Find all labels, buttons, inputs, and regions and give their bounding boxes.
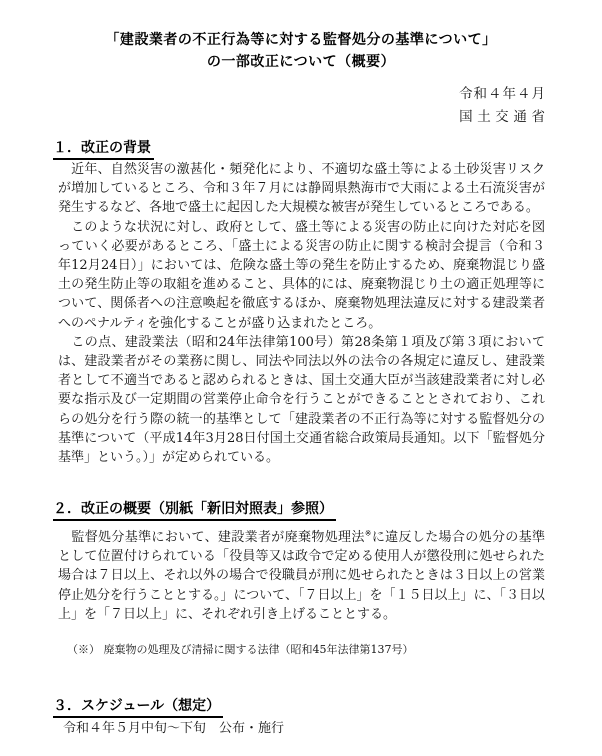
section3-heading (53, 698, 223, 718)
reference-mark-superscript: ※ (364, 529, 372, 538)
section2-paragraph (58, 524, 545, 624)
section2-body (58, 524, 545, 624)
section1-heading (53, 140, 154, 160)
section1-paragraph2: このような状況に対し、政府として、盛土等による災害の防止に向けた対応を図っていく必要があるところ、「盛土による災害の防止に関する検討会提言（令和３年12月24日）」においては、危険な盛土等の発生を防止するため、廃棄物混じり盛土の発生防止等の取組を進めること、具体的には、廃棄物混じり土の適正処理等について、関係者への注意喚起を徹底するほか、廃棄物処理法違反に対する建設業者へのペナルティを強化することが盛り込まれたところ。 (58, 219, 545, 331)
section2-paragraph-start: 監督処分基準において、建設業者が廃棄物処理法 (58, 530, 365, 545)
section3-heading-text: ３．スケジュール（想定） (53, 698, 223, 718)
footnote: （※） 廃棄物の処理及び清掃に関する法律（昭和45年法律第137号） (67, 643, 414, 656)
section1-paragraph1: 近年、自然災害の激甚化・頻発化により、不適切な盛土等による土砂災害リスクが増加しているところ、令和３年７月には静岡県熱海市で大雨による土石流災害が発生するなど、各地で盛土に起因した大規模な被害が発生しているところである。 (58, 162, 545, 216)
document-title-line2: の一部改正について（概要） (206, 54, 396, 70)
section1-paragraph3: この点、建設業法（昭和24年法律第100号）第28条第１項及び第３項においては、建設業者がその業務に関し、同法や同法以外の法令の各規定に違反し、建設業者として不適当であると認められるときは、国土交通大臣が当該建設業者に対し必要な指示及び一定期間の営業停止命令を行うことができることとされており、これらの処分を行う際の統一的基準として「建設業者の不正行為等に対する監督処分の基準について（平成14年3月28日付国土交通省総合政策局長通知。以下「監督処分基準」という。）」が定められている。 (58, 334, 545, 466)
document-meta (459, 83, 550, 128)
section2-heading-text: ２．改正の概要（別紙「新旧対照表」参照） (53, 501, 336, 521)
section1-heading-text: １．改正の背景 (53, 140, 154, 160)
section3-body: 令和４年５月中旬～下旬 公布・施行 (63, 721, 285, 736)
document-title-line1: 「建設業者の不正行為等に対する監督処分の基準について」 (105, 32, 497, 48)
section1-body (58, 160, 545, 467)
section2-paragraph-end: に違反した場合の処分の基準として位置付けられている「役員等又は政令で定める使用人が懲役刑に処せられた場合は７日以上、それ以外の場合で役職員が刑に処せられたときは３日以上の営業停止処分を行うこととする。」について、「７日以上」を「１５日以上」に、「３日以上」を「７日以上」に、それぞれ引き上げることとする。 (58, 530, 545, 622)
document-title (0, 29, 602, 73)
document-organization: 国土交通省 (459, 108, 550, 125)
section2-heading (53, 501, 336, 521)
document-date: 令和４年４月 (459, 86, 546, 102)
